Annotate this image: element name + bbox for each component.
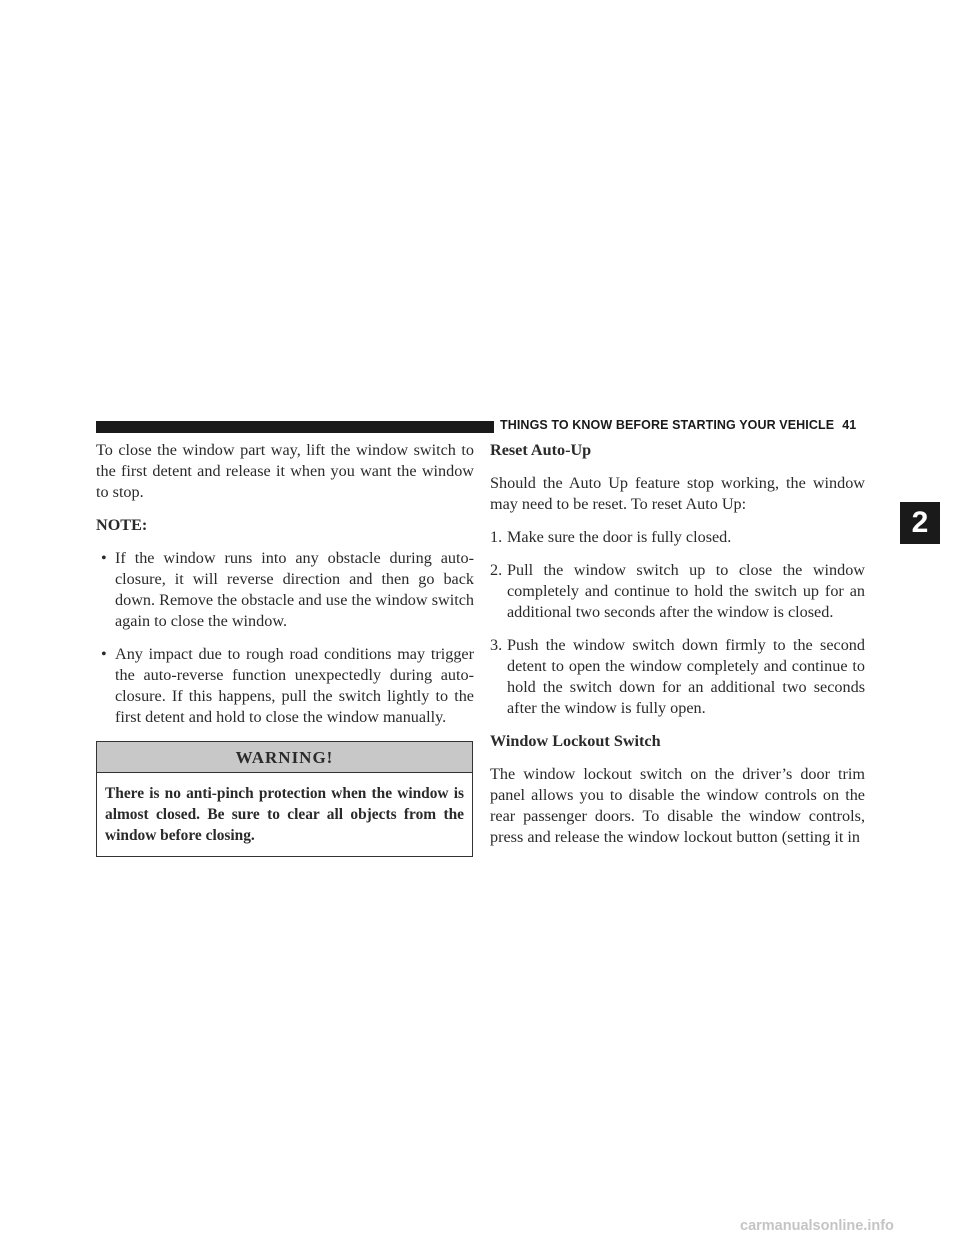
page-header <box>500 418 865 432</box>
note-bullets <box>96 548 474 728</box>
left-column <box>96 440 474 857</box>
reset-intro-paragraph: Should the Auto Up feature stop working, the window may need to be reset. To reset Auto Up: <box>490 474 865 513</box>
bullet-glyph: • <box>101 645 107 663</box>
right-column <box>490 440 865 848</box>
bullet-text: Any impact due to rough road conditions may trigger the auto-reverse function unexpectedly during auto-closure. If this happens, pull the switch lightly to the first detent and hold to close the window manually. <box>115 645 474 726</box>
page-number: 41 <box>842 418 857 432</box>
intro-paragraph: To close the window part way, lift the window switch to the first detent and release it when you want the window to stop. <box>96 441 474 501</box>
step-number: 1. <box>490 528 503 546</box>
step-number: 3. <box>490 636 503 654</box>
list-item <box>96 548 474 632</box>
warning-title: WARNING! <box>97 742 472 773</box>
step-text: Pull the window switch up to close the window completely and continue to hold the switch up for an additional two seconds after the window is closed. <box>507 561 865 621</box>
bullet-text: If the window runs into any obstacle during auto-closure, it will reverse direction and then go back down. Remove the obstacle and use the window switch again to close the window. <box>115 549 474 630</box>
note-label: NOTE: <box>96 516 148 534</box>
list-item <box>490 560 865 623</box>
step-text: Make sure the door is fully closed. <box>507 528 732 546</box>
list-item <box>96 644 474 728</box>
chapter-tab: 2 <box>900 502 940 544</box>
step-number: 2. <box>490 561 503 579</box>
window-lockout-heading: Window Lockout Switch <box>490 732 661 750</box>
warning-body: There is no anti-pinch protection when the window is almost closed. Be sure to clear all objects from the window before closing. <box>105 785 464 844</box>
bullet-glyph: • <box>101 549 107 567</box>
step-text: Push the window switch down firmly to the second detent to open the window completely and continue to hold the switch down for an additional two seconds after the window is fully open. <box>507 636 865 717</box>
watermark: carmanualsonline.info <box>740 1218 894 1234</box>
reset-steps <box>490 527 865 719</box>
lockout-paragraph: The window lockout switch on the driver’s door trim panel allows you to disable the window controls on the rear passenger doors. To disable the window controls, press and release the window lockout button (setting it in <box>490 765 865 846</box>
section-title: THINGS TO KNOW BEFORE STARTING YOUR VEHICLE <box>500 418 835 432</box>
list-item <box>490 635 865 719</box>
list-item <box>490 527 865 548</box>
reset-auto-up-heading: Reset Auto-Up <box>490 441 592 459</box>
header-rule <box>96 421 494 433</box>
warning-box <box>96 741 473 857</box>
